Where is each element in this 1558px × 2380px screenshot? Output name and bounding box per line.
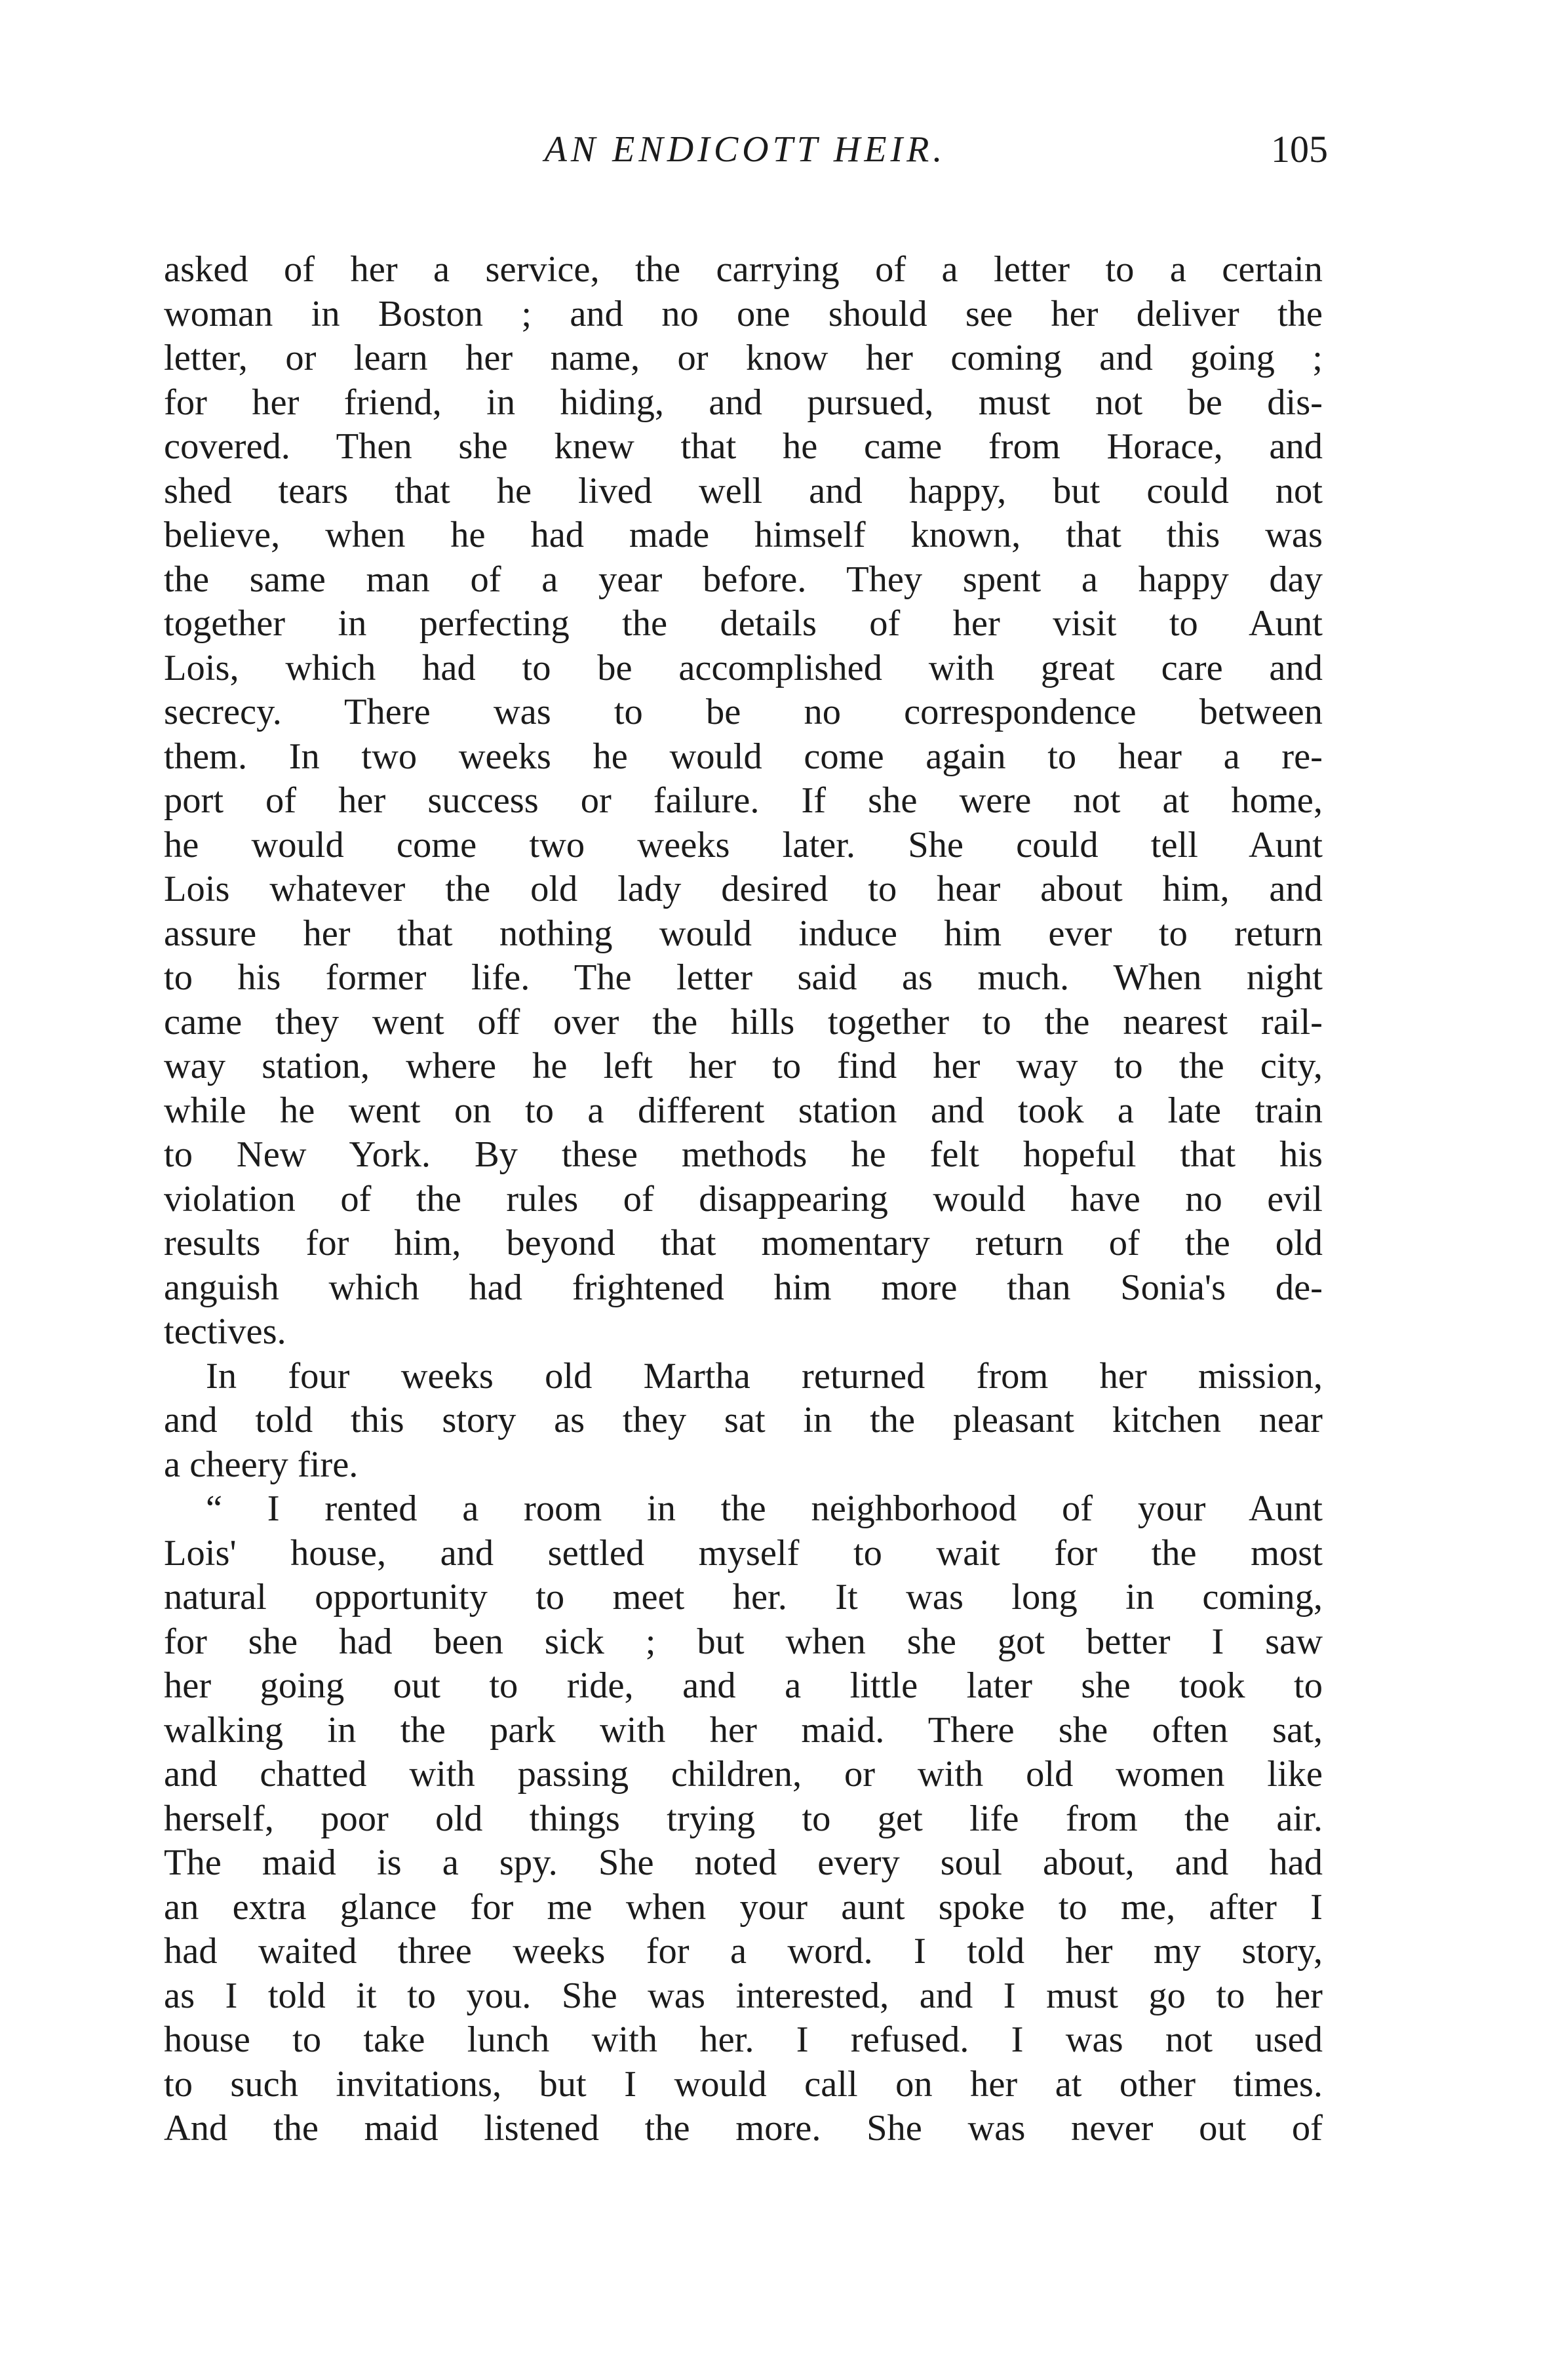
page-number: 105 <box>1271 128 1328 170</box>
text-line: natural opportunity to meet her. It was long in coming, <box>164 1577 1323 1617</box>
text-line: assure her that nothing would induce him ever to return <box>164 913 1323 954</box>
text-line: while he went on to a different station and took a late train <box>164 1090 1323 1131</box>
text-line: secrecy. There was to be no correspondence between <box>164 692 1323 732</box>
text-line: In four weeks old Martha returned from her mission, <box>206 1355 1323 1397</box>
text-line: for her friend, in hiding, and pursued, must not be dis- <box>164 382 1323 423</box>
text-line: anguish which had frightened him more than Sonia's de- <box>164 1267 1323 1308</box>
text-line: to such invitations, but I would call on her at other times. <box>164 2063 1323 2105</box>
text-line: The maid is a spy. She noted every soul about, and had <box>164 1842 1323 1883</box>
text-line: letter, or learn her name, or know her coming and going ; <box>164 338 1323 378</box>
text-line: to New York. By these methods he felt hopeful that his <box>164 1134 1323 1175</box>
text-line: port of her success or failure. If she were not at home, <box>164 780 1323 821</box>
text-line: believe, when he had made himself known, that this was <box>164 515 1323 555</box>
text-line: a cheery fire. <box>164 1444 359 1485</box>
text-line: an extra glance for me when your aunt spoke to me, after I <box>164 1886 1323 1928</box>
text-line: house to take lunch with her. I refused. I was not used <box>164 2019 1323 2060</box>
text-line: came they went off over the hills together to the nearest rail- <box>164 1001 1323 1042</box>
text-line: had waited three weeks for a word. I told her my story, <box>164 1931 1323 1972</box>
text-line: Lois whatever the old lady desired to hear about him, and <box>164 869 1323 909</box>
text-line: walking in the park with her maid. There she often sat, <box>164 1709 1323 1751</box>
text-line: her going out to ride, and a little later she took to <box>164 1665 1323 1706</box>
text-line: woman in Boston ; and no one should see her deliver the <box>164 293 1323 334</box>
text-line: “ I rented a room in the neighborhood of your Aunt <box>206 1488 1323 1529</box>
body-text <box>164 248 1323 2151</box>
text-line: asked of her a service, the carrying of a letter to a certain <box>164 249 1323 290</box>
text-line: shed tears that he lived well and happy, but could not <box>164 470 1323 511</box>
text-line: way station, where he left her to find her way to the city, <box>164 1046 1323 1086</box>
text-line: herself, poor old things trying to get life from the air. <box>164 1798 1323 1839</box>
text-line: to his former life. The letter said as much. When night <box>164 957 1323 998</box>
text-line: them. In two weeks he would come again to hear a re- <box>164 736 1323 777</box>
text-line: the same man of a year before. They spent a happy day <box>164 559 1323 600</box>
text-line: as I told it to you. She was interested, and I must go to her <box>164 1975 1323 2016</box>
text-line: together in perfecting the details of her visit to Aunt <box>164 603 1323 644</box>
text-line: results for him, beyond that momentary return of the old <box>164 1223 1323 1263</box>
text-line: and chatted with passing children, or with old women like <box>164 1754 1323 1795</box>
text-line: and told this story as they sat in the pleasant kitchen near <box>164 1400 1323 1440</box>
text-line: Lois, which had to be accomplished with great care and <box>164 647 1323 688</box>
text-line: covered. Then she knew that he came from Horace, and <box>164 426 1323 467</box>
running-head <box>163 123 1328 176</box>
running-title: AN ENDICOTT HEIR. <box>544 129 946 170</box>
text-line: And the maid listened the more. She was never out of <box>164 2108 1323 2149</box>
text-line: for she had been sick ; but when she got better I saw <box>164 1621 1323 1662</box>
text-line: tectives. <box>164 1311 286 1352</box>
text-line: he would come two weeks later. She could tell Aunt <box>164 824 1323 865</box>
text-line: Lois' house, and settled myself to wait for the most <box>164 1532 1323 1574</box>
text-line: violation of the rules of disappearing would have no evil <box>164 1178 1323 1220</box>
